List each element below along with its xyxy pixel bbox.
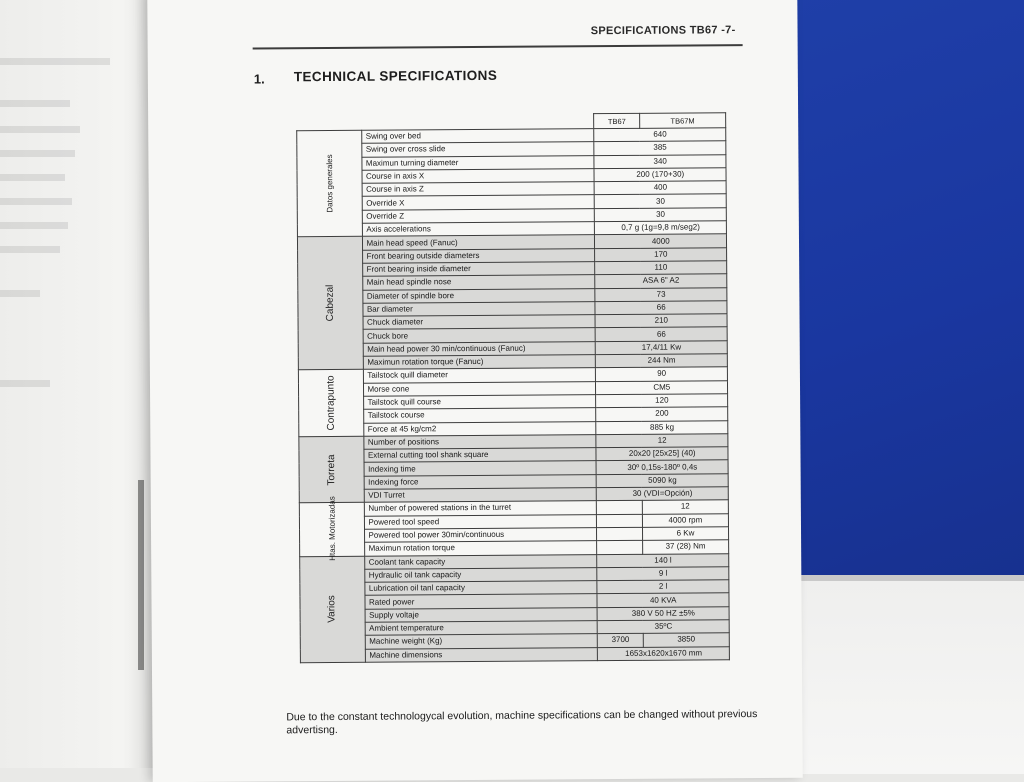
spec-label: Override X bbox=[363, 195, 595, 210]
spec-value: 17,4/11 Kw bbox=[596, 340, 728, 354]
bleed-through-text bbox=[0, 222, 68, 229]
spec-value-tb67m: 3850 bbox=[643, 633, 729, 647]
spec-value: 110 bbox=[595, 261, 727, 275]
bleed-through-text bbox=[0, 174, 65, 181]
spec-value: 210 bbox=[595, 314, 727, 328]
bleed-through-text bbox=[0, 198, 72, 205]
spec-value: 40 KVA bbox=[597, 593, 729, 607]
spec-label: Swing over cross slide bbox=[362, 142, 594, 157]
spec-label: Maximun rotation torque (Fanuc) bbox=[364, 355, 596, 370]
spec-label: Number of powered stations in the turret bbox=[365, 501, 597, 516]
spec-label: Course in axis X bbox=[362, 169, 594, 184]
spec-value: 35ºC bbox=[598, 620, 730, 634]
spec-value: 200 bbox=[596, 407, 728, 421]
spec-value: 640 bbox=[594, 128, 726, 142]
spec-value: 140 l bbox=[597, 553, 729, 567]
group-name: Datos generales bbox=[325, 154, 335, 213]
spec-label: External cutting tool shank square bbox=[364, 448, 596, 463]
spec-value: 90 bbox=[596, 367, 728, 381]
spec-label: Number of positions bbox=[364, 434, 596, 449]
spec-label: Indexing force bbox=[365, 474, 597, 489]
column-header-tb67: TB67 bbox=[594, 113, 639, 128]
group-label bbox=[297, 237, 363, 370]
spec-label: Main head power 30 min/continuous (Fanuc) bbox=[364, 341, 596, 356]
spec-label: Machine dimensions bbox=[366, 647, 598, 662]
spec-value: 1653x1620x1670 mm bbox=[598, 646, 730, 660]
bleed-through-text bbox=[0, 290, 40, 297]
bleed-through-text bbox=[0, 58, 110, 65]
spec-value: CM5 bbox=[596, 380, 728, 394]
spec-label: Front bearing inside diameter bbox=[363, 262, 595, 277]
spec-value: 340 bbox=[594, 154, 726, 168]
spec-label: Tailstock course bbox=[364, 408, 596, 423]
spec-label: Supply voltaje bbox=[366, 607, 598, 622]
spec-value-tb67: 3700 bbox=[598, 634, 643, 648]
section-number: 1. bbox=[253, 71, 265, 87]
spec-value-tb67m: 37 (28) Nm bbox=[642, 540, 728, 554]
header-rule bbox=[253, 44, 743, 49]
spec-label: Indexing time bbox=[365, 461, 597, 476]
specifications-table bbox=[296, 112, 730, 663]
spec-label: Machine weight (Kg) bbox=[366, 634, 598, 649]
spec-label: Bar diameter bbox=[363, 302, 595, 317]
group-name: Varios bbox=[326, 595, 338, 624]
spec-label: Diameter of spindle bore bbox=[363, 288, 595, 303]
spec-value: 400 bbox=[595, 181, 727, 195]
spec-label: Hydraulic oil tank capacity bbox=[365, 567, 597, 582]
spec-value: 73 bbox=[595, 287, 727, 301]
spec-value-tb67 bbox=[597, 527, 642, 541]
bleed-through-text bbox=[0, 100, 70, 107]
spec-label: Course in axis Z bbox=[363, 182, 595, 197]
spec-value: 885 kg bbox=[596, 420, 728, 434]
spec-label: Powered tool power 30min/continuous bbox=[365, 528, 597, 543]
spec-value: 380 V 50 HZ ±5% bbox=[598, 606, 730, 620]
column-header-tb67m: TB67M bbox=[639, 113, 725, 129]
spec-value: 2 l bbox=[597, 580, 729, 594]
bleed-through-text bbox=[0, 126, 80, 133]
spec-label: Front bearing outside diameters bbox=[363, 248, 595, 263]
spec-label: Main head spindle nose bbox=[363, 275, 595, 290]
spec-value: 5090 kg bbox=[597, 473, 729, 487]
binding-strip bbox=[138, 480, 144, 670]
spec-value-tb67 bbox=[597, 541, 642, 555]
group-label bbox=[297, 130, 363, 237]
spec-value: 20x20 [25x25] (40) bbox=[596, 447, 728, 461]
group-label bbox=[298, 370, 364, 437]
section-title: TECHNICAL SPECIFICATIONS bbox=[293, 67, 498, 85]
group-label bbox=[299, 436, 365, 503]
manual-page bbox=[147, 0, 802, 782]
spec-label: Override Z bbox=[363, 208, 595, 223]
spec-value: 66 bbox=[595, 301, 727, 315]
spec-value-tb67m: 6 Kw bbox=[642, 527, 728, 541]
spec-label: Rated power bbox=[365, 594, 597, 609]
spec-value: 12 bbox=[596, 434, 728, 448]
spec-label: Main head speed (Fanuc) bbox=[363, 235, 595, 250]
spec-label: Chuck bore bbox=[364, 328, 596, 343]
spec-value: 4000 bbox=[595, 234, 727, 248]
spec-label: VDI Turret bbox=[365, 488, 597, 503]
spec-label: Coolant tank capacity bbox=[365, 554, 597, 569]
spec-label: Lubrication oil tanl capacity bbox=[365, 581, 597, 596]
spec-value: 30 (VDI=Opción) bbox=[597, 487, 729, 501]
spec-value: 200 (170+30) bbox=[594, 168, 726, 182]
spec-value-tb67m: 12 bbox=[642, 500, 728, 514]
spec-value: 30 bbox=[595, 208, 727, 222]
spec-label: Ambient temperature bbox=[366, 621, 598, 636]
group-name: Contrapunto bbox=[325, 375, 337, 431]
group-name: Torreta bbox=[325, 453, 337, 486]
group-name: Cabezal bbox=[324, 284, 336, 322]
spec-value: 385 bbox=[594, 141, 726, 155]
spec-value: 66 bbox=[596, 327, 728, 341]
spec-label: Tailstock quill diameter bbox=[364, 368, 596, 383]
spec-label: Maximun turning diameter bbox=[362, 155, 594, 170]
spec-value: 30 bbox=[595, 194, 727, 208]
spec-label: Maximun rotation torque bbox=[365, 541, 597, 556]
spec-value: ASA 6" A2 bbox=[595, 274, 727, 288]
group-label bbox=[299, 496, 365, 562]
spec-value: 244 Nm bbox=[596, 354, 728, 368]
spec-label: Chuck diameter bbox=[363, 315, 595, 330]
spec-label: Force at 45 kg/cm2 bbox=[364, 421, 596, 436]
spec-label: Morse cone bbox=[364, 381, 596, 396]
spec-value-tb67 bbox=[597, 501, 642, 515]
spec-label: Tailstock quill course bbox=[364, 395, 596, 410]
spec-label: Powered tool speed bbox=[365, 514, 597, 529]
spec-value: 9 l bbox=[597, 567, 729, 581]
spec-value-tb67m: 4000 rpm bbox=[642, 513, 728, 527]
spec-label: Swing over bed bbox=[362, 129, 594, 144]
spec-value: 30º 0,15s-180º 0,4s bbox=[597, 460, 729, 474]
spec-value: 120 bbox=[596, 394, 728, 408]
spec-value: 170 bbox=[595, 247, 727, 261]
bleed-through-text bbox=[0, 380, 50, 387]
spec-value: 0,7 g (1g=9,8 m/seg2) bbox=[595, 221, 727, 235]
group-label bbox=[300, 556, 366, 663]
bleed-through-text bbox=[0, 150, 75, 157]
bleed-through-text bbox=[0, 246, 60, 253]
spec-label: Axis accelerations bbox=[363, 222, 595, 237]
spec-value-tb67 bbox=[597, 514, 642, 528]
running-head: SPECIFICATIONS TB67 -7- bbox=[590, 24, 736, 38]
group-name: Htas. Motorizadas bbox=[327, 496, 337, 562]
footnote: Due to the constant technologycal evolution, machine specifications can be changed without previous advertisng. bbox=[286, 708, 758, 737]
